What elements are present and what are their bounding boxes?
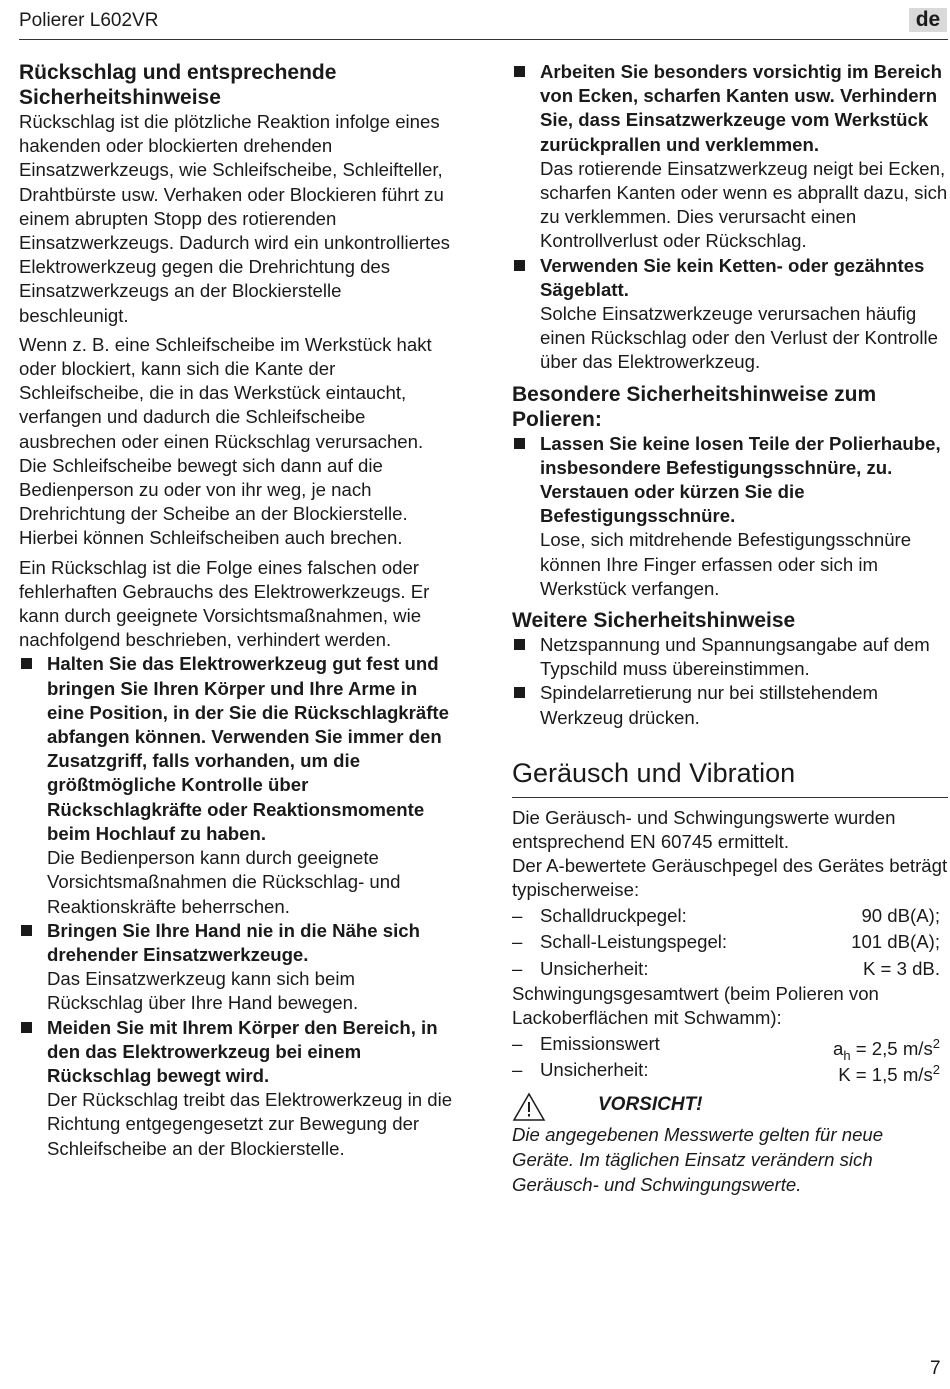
spec-dash: – <box>512 931 523 953</box>
document-title: Polierer L602VR <box>19 10 159 31</box>
list-item <box>512 633 948 681</box>
spec-label: Unsicherheit: <box>540 1059 649 1081</box>
spec-row <box>512 956 948 983</box>
caution-block <box>512 1092 948 1122</box>
bullet-text: Die Bedienperson kann durch geeignete Vorsichtsmaßnahmen die Rückschlag- und Reaktionskräfte beherrschen. <box>47 847 401 917</box>
bullet-text: Das Einsatzwerkzeug kann sich beim Rückschlag über Ihre Hand bewegen. <box>47 968 359 1014</box>
further-safety-heading: Weitere Sicherheitshinweise <box>512 609 796 633</box>
list-item <box>19 652 453 918</box>
list-item <box>19 919 453 1016</box>
bullet-square-icon <box>514 260 525 271</box>
bullet-text: Das rotierende Einsatzwerkzeug neigt bei Ecken, scharfen Kanten oder wenn es abprallt dazu, sich zu verklemmen. Dies verursacht einen Kontrollverlust oder Rückschlag. <box>540 157 948 252</box>
list-item <box>19 1016 453 1161</box>
spec-value: 90 dB(A); <box>861 904 940 926</box>
spec-value: 101 dB(A); <box>851 931 940 953</box>
spec-row <box>512 1057 948 1084</box>
spec-value: $a_h = 2,5$ $m/s^2$ <box>833 1035 940 1063</box>
kickback-para-2: Wenn z. B. eine Schleifscheibe im Werkstück hakt oder blockiert, kann sich die Kante der Schleifscheibe, die in das Werkstück eintaucht, verfangen und dadurch die Schleifscheibe ausbrechen oder einen Rückschlag verursachen. Die Schleifscheibe bewegt sich dann auf die Bedienperson zu oder von ihr weg, je nach Drehrichtung der Scheibe an der Blockierstelle. Hierbei können Schleifscheiben auch brechen. <box>19 333 432 549</box>
bullet-bold-text: Arbeiten Sie besonders vorsichtig im Bereich von Ecken, scharfen Kanten usw. Verhindern Sie, dass Einsatzwerkzeuge vom Werkstück zurückprallen und verklemmen. <box>540 61 942 155</box>
spec-row <box>512 1031 948 1063</box>
polishing-safety-heading: Besondere Sicherheitshinweise zum Polieren: <box>512 382 877 431</box>
warning-triangle-icon <box>512 1092 546 1122</box>
spec-label: Unsicherheit: <box>540 957 649 979</box>
bullet-square-icon <box>21 925 32 936</box>
caution-title: VORSICHT! <box>598 1093 703 1115</box>
bullet-text: Der Rückschlag treibt das Elektrowerkzeug in die Richtung entgegengesetzt zur Bewegung der Schleifscheibe an der Blockierstelle. <box>47 1089 453 1159</box>
bullet-bold-text: Meiden Sie mit Ihrem Körper den Bereich, in den das Elektrowerkzeug bei einem Rückschlag bewegt wird. <box>47 1016 438 1086</box>
spec-dash: – <box>512 904 523 926</box>
spec-dash: – <box>512 1032 523 1054</box>
bullet-square-icon <box>514 438 525 449</box>
bullet-square-icon <box>514 639 525 650</box>
spec-label: Emissionswert <box>540 1032 660 1054</box>
bullet-text: Solche Einsatzwerkzeuge verursachen häufig einen Rückschlag oder den Verlust der Kontrolle über das Elektrowerkzeug. <box>540 303 938 373</box>
spec-label: Schalldruckpegel: <box>540 904 687 926</box>
noise-level-intro: Der A-bewertete Geräuschpegel des Gerätes beträgt typischerweise: <box>512 855 948 901</box>
vibration-intro: Schwingungsgesamtwert (beim Polieren von Lackoberflächen mit Schwamm): <box>512 983 879 1029</box>
header-rule <box>19 39 948 40</box>
left-column <box>19 60 453 1161</box>
noise-vibration-heading: Geräusch und Vibration <box>512 756 948 798</box>
bullet-text: Lose, sich mitdrehende Befestigungsschnüre können Ihre Finger erfassen oder sich im Werkstück verfangen. <box>540 529 912 599</box>
spec-dash: – <box>512 1059 523 1081</box>
list-item <box>512 60 948 254</box>
kickback-para-1: Rückschlag ist die plötzliche Reaktion infolge eines hakenden oder blockierten drehenden Einsatzwerkzeugs, wie Schleifscheibe, Schleifteller, Drahtbürste usw. Verhaken oder Blockieren führt zu einem abrupten Stopp des rotierenden Einsatzwerkzeugs. Dadurch wird ein unkontrolliertes Elektrowerkzeug gegen die Drehrichtung des Einsatzwerkzeugs an der Blockierstelle beschleunigt. <box>19 111 450 326</box>
spec-value: K = 3 dB. <box>862 957 940 979</box>
spec-label: Schall-Leistungspegel: <box>540 931 728 953</box>
list-item <box>512 254 948 375</box>
bullet-square-icon <box>514 687 525 698</box>
bullet-square-icon <box>21 1022 32 1033</box>
bullet-square-icon <box>21 658 32 669</box>
kickback-para-3: Ein Rückschlag ist die Folge eines falschen oder fehlerhaften Gebrauchs des Elektrowerkzeugs. Er kann durch geeignete Vorsichtsmaßnahmen, wie nachfolgend beschrieben, verhindert werden. <box>19 556 430 651</box>
bullet-text: Spindelarretierung nur bei stillstehendem Werkzeug drücken. <box>540 682 878 728</box>
bullet-bold-text: Bringen Sie Ihre Hand nie in die Nähe sich drehender Einsatzwerkzeuge. <box>47 919 420 965</box>
bullet-bold-text: Verwenden Sie kein Ketten- oder gezähntes Sägeblatt. <box>540 254 925 300</box>
caution-text: Die angegebenen Messwerte gelten für neue Geräte. Im täglichen Einsatz verändern sich Geräusch- und Schwingungswerte. <box>512 1123 884 1195</box>
spec-dash: – <box>512 957 523 979</box>
list-item <box>512 681 948 729</box>
noise-intro: Die Geräusch- und Schwingungswerte wurden entsprechend EN 60745 ermittelt. <box>512 806 896 853</box>
kickback-heading: Rückschlag und entsprechende Sicherheitshinweise <box>19 61 337 109</box>
bullet-bold-text: Lassen Sie keine losen Teile der Polierhaube, insbesondere Befestigungsschnüre, zu. Verstauen oder kürzen Sie die Befestigungsschnüre. <box>540 432 941 527</box>
bullet-square-icon <box>514 66 525 77</box>
bullet-bold-text: Halten Sie das Elektrowerkzeug gut fest und bringen Sie Ihren Körper und Ihre Arme in eine Position, in der Sie die Rückschlagkräfte abfangen können. Verwenden Sie immer den Zusatzgriff, falls vorhanden, um die größtmögliche Kontrolle über Rückschlagkräfte oder Reaktionsmomente beim Hochlauf zu haben. <box>47 653 449 844</box>
spec-value: K = 1,5 $m/s^2$ <box>838 1062 940 1086</box>
spec-row <box>512 929 948 956</box>
language-badge: de <box>909 8 947 32</box>
spec-row <box>512 903 948 930</box>
bullet-text: Netzspannung und Spannungsangabe auf dem Typschild muss übereinstimmen. <box>540 634 930 680</box>
right-column <box>512 60 948 1197</box>
list-item <box>512 432 948 601</box>
page-number: 7 <box>930 1358 941 1379</box>
